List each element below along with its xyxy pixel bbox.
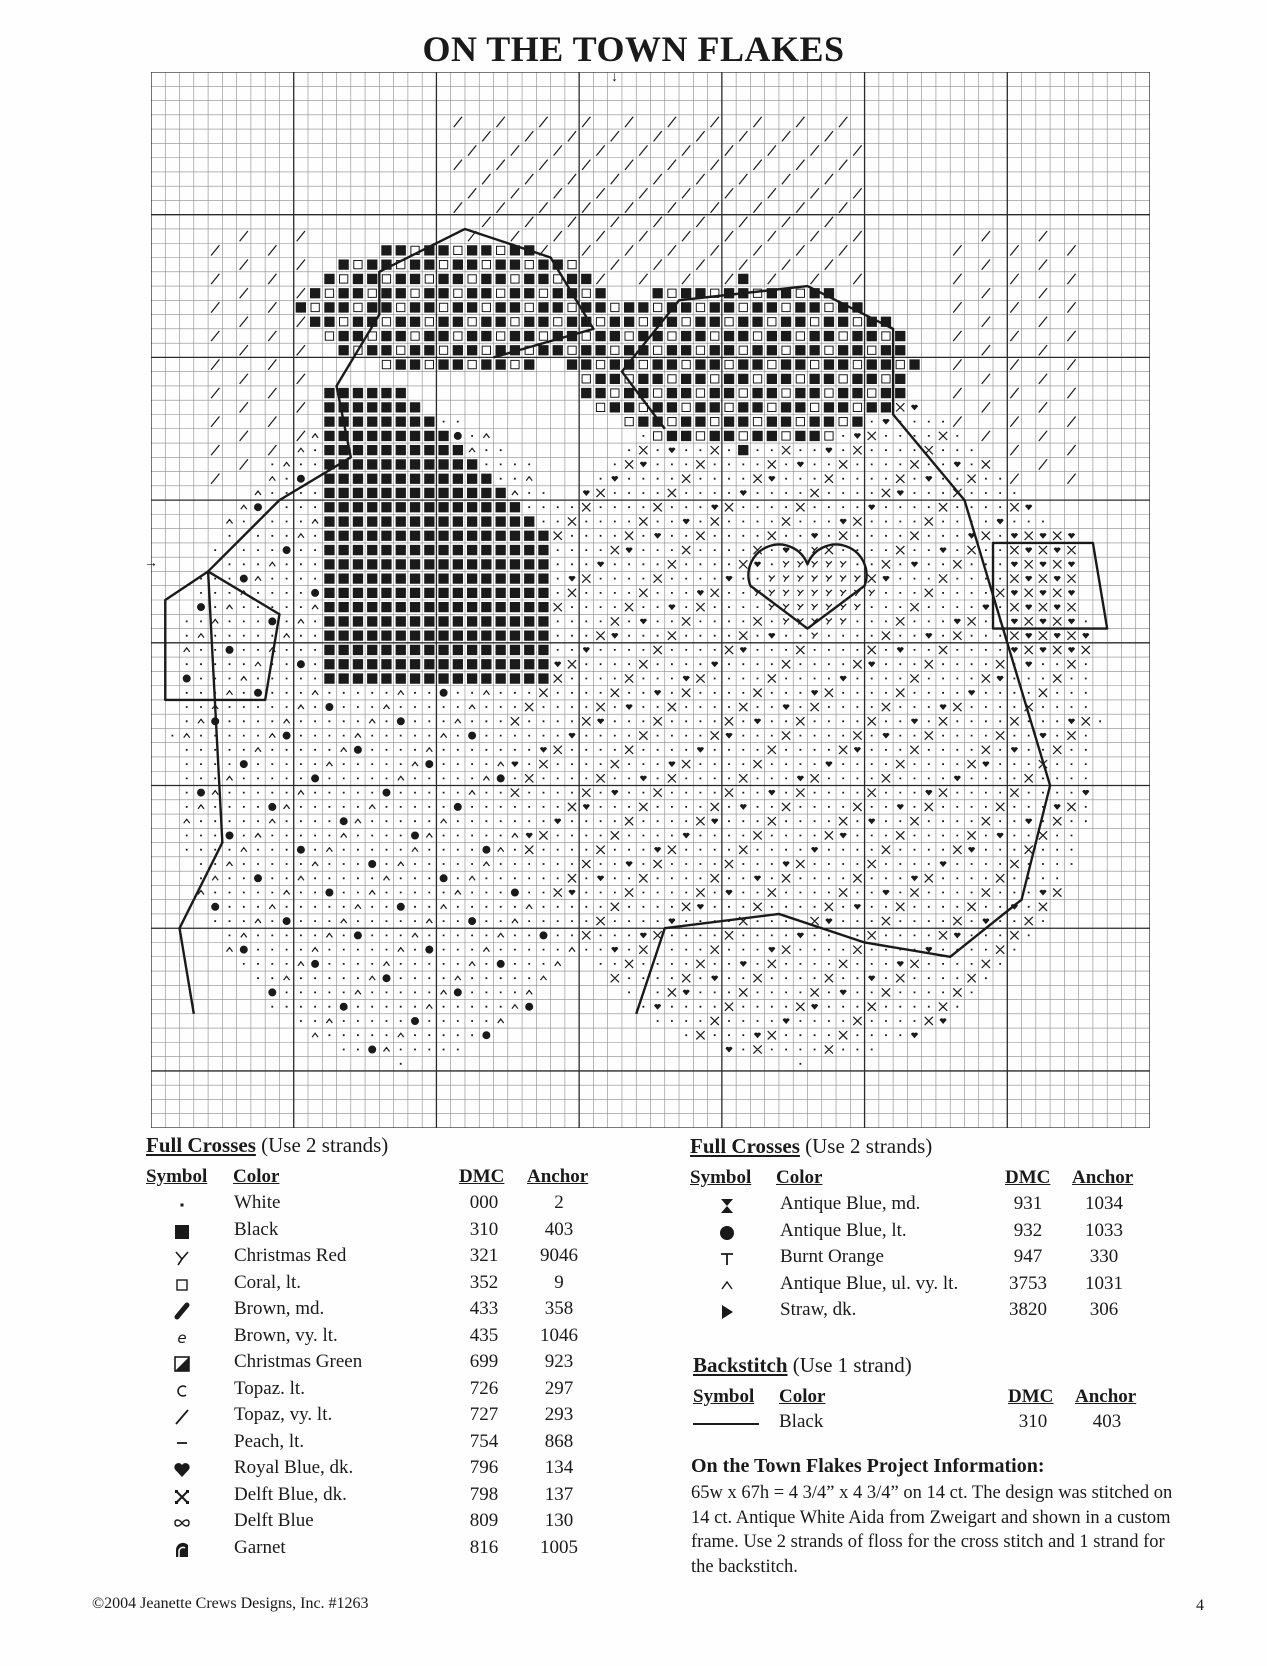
legend-left-dmc: 310 bbox=[469, 1218, 499, 1240]
legend-left-color: Topaz, vy. lt. bbox=[234, 1404, 333, 1425]
legend-left-heading bbox=[146, 1133, 388, 1158]
legend-left-row bbox=[0, 1351, 1267, 1377]
legend-left-dmc: 726 bbox=[469, 1377, 499, 1399]
legend-left-col-anchor: Anchor bbox=[527, 1166, 589, 1187]
caret-icon bbox=[715, 1275, 739, 1297]
legend-right-dmc: 932 bbox=[1013, 1219, 1043, 1241]
project-info-heading: On the Town Flakes Project Information: bbox=[691, 1455, 1045, 1477]
legend-left-color: Delft Blue, dk. bbox=[234, 1483, 347, 1505]
backstitch-anchor: 403 bbox=[1092, 1411, 1122, 1432]
backstitch-line-icon bbox=[693, 1423, 759, 1425]
legend-left-anchor: 1046 bbox=[540, 1324, 578, 1346]
legend-left-dmc: 435 bbox=[469, 1324, 499, 1346]
center-marker-top: ↓ bbox=[611, 70, 618, 85]
legend-right-row bbox=[0, 1246, 1267, 1272]
legend-left-dmc: 727 bbox=[469, 1404, 499, 1425]
legend-left-anchor: 868 bbox=[544, 1430, 574, 1452]
legend-right-row bbox=[0, 1299, 1267, 1325]
legend-right-title: Full Crosses bbox=[690, 1134, 800, 1158]
legend-left-dmc: 000 bbox=[469, 1192, 499, 1213]
legend-left-dmc: 796 bbox=[469, 1457, 499, 1478]
backstitch-title: Backstitch bbox=[693, 1353, 788, 1377]
hourglass-icon bbox=[715, 1195, 739, 1217]
infinity-icon bbox=[170, 1512, 194, 1534]
page-title: ON THE TOWN FLAKES bbox=[422, 29, 845, 69]
chart-grid bbox=[151, 72, 1150, 1128]
backstitch-color: Black bbox=[779, 1411, 824, 1432]
legend-left-color: Brown, vy. lt. bbox=[234, 1324, 338, 1346]
legend-left-color: Garnet bbox=[234, 1536, 286, 1558]
legend-left-color: Peach, lt. bbox=[234, 1430, 305, 1452]
e-mark-icon bbox=[170, 1327, 194, 1349]
legend-right-color: Antique Blue, md. bbox=[780, 1193, 921, 1214]
legend-right-heading bbox=[690, 1134, 932, 1159]
legend-left-col-color: Color bbox=[233, 1166, 280, 1187]
legend-right-dmc: 3820 bbox=[1009, 1299, 1047, 1320]
legend-left-dmc: 798 bbox=[469, 1483, 499, 1505]
filled-circle-icon bbox=[715, 1222, 739, 1244]
legend-left-anchor: 293 bbox=[544, 1404, 574, 1425]
backstitch-heading bbox=[693, 1353, 912, 1378]
legend-right-row bbox=[0, 1193, 1267, 1219]
legend-right-col-anchor: Anchor bbox=[1072, 1167, 1134, 1188]
legend-left-color: White bbox=[234, 1192, 281, 1213]
legend-right-row bbox=[0, 1273, 1267, 1299]
legend-right-col-dmc: DMC bbox=[1005, 1167, 1051, 1188]
legend-left-anchor: 9 bbox=[554, 1271, 564, 1293]
legend-left-title: Full Crosses bbox=[146, 1133, 256, 1157]
legend-left-anchor: 1005 bbox=[540, 1536, 578, 1558]
legend-left-dmc: 699 bbox=[469, 1351, 499, 1372]
legend-right-color: Antique Blue, lt. bbox=[780, 1219, 907, 1241]
legend-left-dmc: 816 bbox=[469, 1536, 499, 1558]
center-marker-left: → bbox=[144, 556, 158, 571]
legend-left-row bbox=[0, 1457, 1267, 1483]
project-info-body: 65w x 67h = 4 3/4” x 4 3/4” on 14 ct. The design was stitched on 14 ct. Antique White Aida from Zweigart and shown in a custom frame. Use 2 strands of floss for the cross stitch and 1 strand for the backstitch. bbox=[691, 1483, 1173, 1577]
legend-right-color: Antique Blue, ul. vy. lt. bbox=[780, 1272, 959, 1294]
legend-right-anchor: 1033 bbox=[1085, 1219, 1123, 1241]
backstitch-dmc: 310 bbox=[1018, 1411, 1048, 1432]
legend-left-anchor: 297 bbox=[544, 1377, 574, 1399]
legend-left-note: (Use 2 strands) bbox=[261, 1133, 389, 1157]
legend-right-dmc: 3753 bbox=[1009, 1272, 1047, 1294]
legend-left-anchor: 2 bbox=[554, 1192, 564, 1213]
legend-right-color: Straw, dk. bbox=[780, 1299, 857, 1320]
x-cross-icon bbox=[170, 1486, 194, 1508]
legend-right-anchor: 330 bbox=[1089, 1246, 1119, 1267]
backstitch-col-dmc: DMC bbox=[1008, 1386, 1054, 1407]
half-square-icon bbox=[170, 1353, 194, 1375]
legend-left-color: Topaz. lt. bbox=[234, 1377, 305, 1399]
legend-left-color: Christmas Green bbox=[234, 1351, 363, 1372]
legend-left-anchor: 130 bbox=[544, 1510, 574, 1531]
legend-right-dmc: 931 bbox=[1013, 1193, 1043, 1214]
t-mark-icon bbox=[715, 1248, 739, 1270]
legend-left-col-dmc: DMC bbox=[459, 1166, 505, 1187]
legend-left-dmc: 809 bbox=[469, 1510, 499, 1531]
legend-left-color: Christmas Red bbox=[234, 1245, 347, 1266]
heart-icon bbox=[170, 1459, 194, 1481]
legend-right-anchor: 1031 bbox=[1085, 1272, 1123, 1294]
quarter-arc-icon bbox=[170, 1539, 194, 1561]
legend-left-anchor: 403 bbox=[544, 1218, 574, 1240]
legend-right-note: (Use 2 strands) bbox=[805, 1134, 933, 1158]
triangle-right-icon bbox=[715, 1301, 739, 1323]
legend-right-row bbox=[0, 1220, 1267, 1246]
legend-left-color: Delft Blue bbox=[234, 1510, 314, 1531]
backstitch-col-color: Color bbox=[779, 1386, 826, 1407]
legend-left-dmc: 433 bbox=[469, 1298, 499, 1319]
legend-right-anchor: 306 bbox=[1089, 1299, 1119, 1320]
legend-left-anchor: 134 bbox=[544, 1457, 574, 1478]
legend-left-anchor: 358 bbox=[544, 1298, 574, 1319]
legend-right-color: Burnt Orange bbox=[780, 1246, 884, 1267]
legend-left-col-symbol: Symbol bbox=[146, 1166, 208, 1187]
page-number: 4 bbox=[1196, 1597, 1204, 1614]
legend-right-col-color: Color bbox=[776, 1167, 823, 1188]
legend-left-color: Royal Blue, dk. bbox=[234, 1457, 354, 1478]
svg-text:e: e bbox=[177, 1328, 187, 1347]
legend-left-dmc: 321 bbox=[469, 1245, 499, 1266]
legend-left-color: Black bbox=[234, 1218, 279, 1240]
legend-left-anchor: 137 bbox=[544, 1483, 574, 1505]
legend-left-color: Brown, md. bbox=[234, 1298, 325, 1319]
cross-stitch-chart bbox=[151, 72, 1150, 1128]
legend-left-dmc: 754 bbox=[469, 1430, 499, 1452]
backstitch-col-anchor: Anchor bbox=[1075, 1386, 1137, 1407]
legend-right-dmc: 947 bbox=[1013, 1246, 1043, 1267]
legend-left-color: Coral, lt. bbox=[234, 1271, 302, 1293]
backstitch-note: (Use 1 strand) bbox=[792, 1353, 912, 1377]
legend-left-dmc: 352 bbox=[469, 1271, 499, 1293]
legend-right-col-symbol: Symbol bbox=[690, 1167, 752, 1188]
c-mark-icon bbox=[170, 1380, 194, 1402]
copyright-footer: ©2004 Jeanette Crews Designs, Inc. #1263 bbox=[92, 1595, 369, 1612]
legend-left-anchor: 9046 bbox=[540, 1245, 578, 1266]
legend-left-anchor: 923 bbox=[544, 1351, 574, 1372]
backstitch-col-symbol: Symbol bbox=[693, 1386, 755, 1407]
legend-left-row bbox=[0, 1325, 1267, 1351]
legend-right-anchor: 1034 bbox=[1085, 1193, 1123, 1214]
